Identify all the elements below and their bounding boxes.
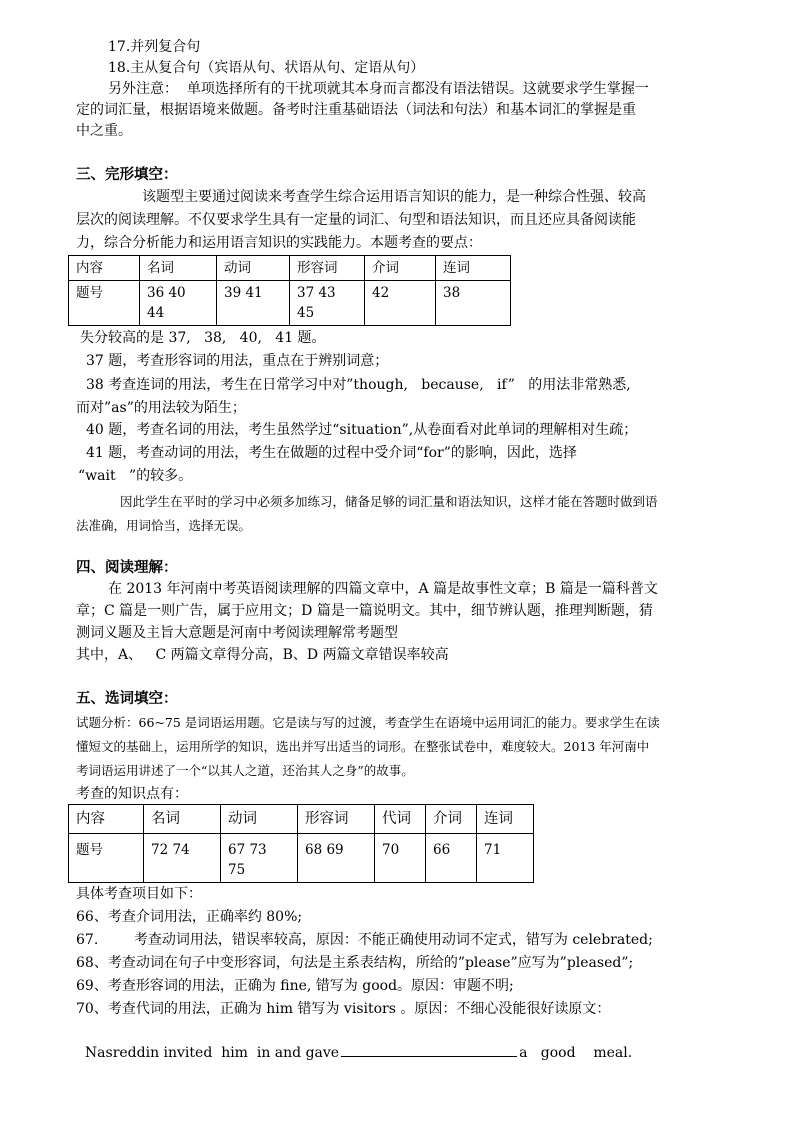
- table-cell: 67 73 75: [221, 834, 298, 883]
- table-cell: 38: [436, 281, 511, 326]
- table-row: [69, 834, 534, 883]
- reading-para-line-4: 其中，A、 C 两篇文章得分高，B、D 两篇文章错误率较高: [76, 647, 449, 663]
- table-cell: 66: [426, 834, 477, 883]
- table-cell: 连词: [436, 256, 511, 281]
- conclusion-line-2: 法准确，用词恰当，选择无误。: [76, 518, 252, 533]
- list-item-18: 18.主从复合句（宾语从句、状语从句、定语从句）: [108, 60, 425, 76]
- table-cell: 连词: [477, 805, 534, 834]
- items-intro: 具体考查项目如下：: [76, 886, 202, 902]
- cloze-table: [68, 255, 511, 326]
- fill-table: [68, 804, 534, 883]
- table-cell: 代词: [375, 805, 426, 834]
- sentence-start: Nasreddin invited him in and gave: [84, 1045, 340, 1061]
- reading-para-line-2: 章；C 篇是一则广告，属于应用文；D 篇是一篇说明文。其中，细节辨认题，推理判断题，猜: [76, 603, 653, 619]
- cloze-para-line-3: 力，综合分析能力和运用语言知识的实践能力。本题考查的要点：: [76, 235, 482, 251]
- table-cell: 名词: [144, 805, 221, 834]
- section-heading-fill: 五、选词填空：: [76, 691, 178, 707]
- reading-para-line-1: 在 2013 年河南中考英语阅读理解的四篇文章中，A 篇是故事性文章；B 篇是一篇科普文: [108, 581, 658, 597]
- analysis-line-3a: 38 考查连词的用法，考生在日常学习中对”though, because, if” 的用法非常熟悉,: [86, 377, 631, 393]
- table-row: [69, 256, 511, 281]
- item-70: 70、考查代词的用法，正确为 him 错写为 visitors 。原因：不细心没能很好读原文：: [76, 1001, 611, 1017]
- table-cell: 68 69: [298, 834, 375, 883]
- item-69: 69、考查形容词的用法，正确为 fine, 错写为 good。原因：审题不明;: [76, 978, 514, 994]
- table-cell: 题号: [69, 281, 140, 326]
- item-66: 66、考查介词用法，正确率约 80%;: [76, 909, 303, 925]
- sentence-end: a good meal.: [519, 1045, 633, 1061]
- cloze-para-line-1: 该题型主要通过阅读来考查学生综合运用语言知识的能力，是一种综合性强、较高: [142, 189, 646, 205]
- analysis-line-1: 失分较高的是 37, 38, 40, 41 题。: [80, 330, 326, 346]
- table-row: [69, 281, 511, 326]
- knowledge-points-label: 考查的知识点有：: [76, 786, 188, 802]
- table-cell: 71: [477, 834, 534, 883]
- table-cell: 动词: [221, 805, 298, 834]
- table-cell: 内容: [69, 805, 144, 834]
- table-cell: 介词: [365, 256, 436, 281]
- analysis-line-5a: 41 题，考查动词的用法，考生在做题的过程中受介词“for”的影响，因此，选择: [86, 445, 577, 461]
- note-line-3: 中之重。: [76, 123, 132, 139]
- table-cell: 72 74: [144, 834, 221, 883]
- table-cell: 内容: [69, 256, 140, 281]
- fill-para-line-1: 试题分析：66~75 是词语运用题。它是读与写的过渡，考查学生在语境中运用词汇的能力。要求学生在读: [76, 715, 660, 730]
- item-67: 67. 考查动词用法，错误率较高，原因：不能正确使用动词不定式，错写为 celebrated;: [76, 932, 653, 948]
- note-line-2: 定的词汇量，根据语境来做题。备考时注重基础语法（词法和句法）和基本词汇的掌握是重: [76, 102, 636, 118]
- analysis-line-5b: “wait ”的较多。: [78, 468, 193, 484]
- list-item-17: 17.并列复合句: [108, 39, 201, 55]
- fill-para-line-2: 懂短文的基础上，运用所学的知识，选出并写出适当的词形。在整张试卷中，难度较大。2013 年河南中: [76, 739, 650, 754]
- table-cell: 36 40 44: [140, 281, 217, 326]
- table-cell: 70: [375, 834, 426, 883]
- analysis-line-3b: 而对”as”的用法较为陌生；: [76, 400, 246, 416]
- note-line-1: 另外注意： 单项选择所有的干扰项就其本身而言都没有语法错误。这就要求学生掌握一: [108, 81, 649, 97]
- analysis-line-4: 40 题，考查名词的用法，考生虽然学过“situation”,从卷面看对此单词的理解相对生疏；: [86, 422, 638, 438]
- table-cell: 形容词: [290, 256, 365, 281]
- item-68: 68、考查动词在句子中变形容词，句法是主系表结构，所给的”please”应写为”pleased”;: [76, 955, 634, 971]
- table-cell: 题号: [69, 834, 144, 883]
- table-cell: 介词: [426, 805, 477, 834]
- section-heading-reading: 四、阅读理解：: [76, 560, 178, 576]
- table-row: [69, 805, 534, 834]
- table-cell: 名词: [140, 256, 217, 281]
- conclusion-line-1: 因此学生在平时的学习中必须多加练习，储备足够的词汇量和语法知识，这样才能在答题时做到语: [120, 494, 658, 509]
- table-cell: 39 41: [217, 281, 290, 326]
- reading-para-line-3: 测词义题及主旨大意题是河南中考阅读理解常考题型: [76, 625, 398, 641]
- section-heading-cloze: 三、完形填空：: [76, 167, 178, 183]
- answer-blank[interactable]: [341, 1043, 517, 1057]
- table-cell: 形容词: [298, 805, 375, 834]
- analysis-line-2: 37 题，考查形容词的用法，重点在于辨别词意；: [86, 353, 389, 369]
- table-cell: 42: [365, 281, 436, 326]
- cloze-para-line-2: 层次的阅读理解。不仅要求学生具有一定量的词汇、句型和语法知识，而且还应具备阅读能: [76, 212, 636, 228]
- table-cell: 37 43 45: [290, 281, 365, 326]
- fill-para-line-3: 考词语运用讲述了一个“以其人之道，还治其人之身”的故事。: [76, 763, 414, 778]
- table-cell: 动词: [217, 256, 290, 281]
- example-sentence: [76, 1023, 632, 1063]
